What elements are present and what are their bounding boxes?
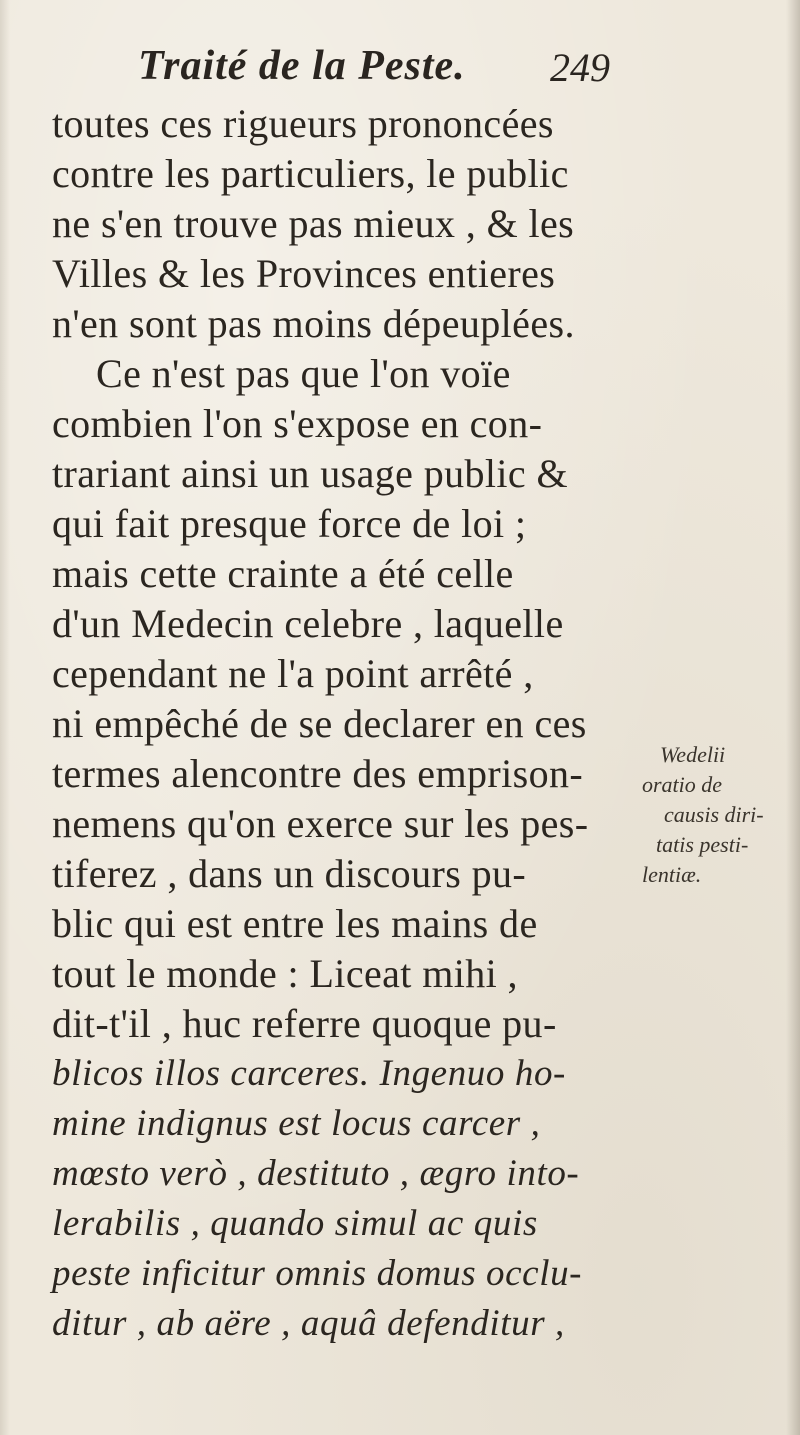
text-line: dit-t'il , huc referre quoque pu- [52,1001,557,1046]
margin-note-line: lentiæ. [642,862,702,887]
text-line: tiferez , dans un discours pu- [52,851,527,896]
page-number: 249 [550,45,610,90]
text-line: toutes ces rigueurs prononcées [52,101,554,146]
text-line: mais cette crainte a été celle [52,551,514,596]
latin-quote-line: blicos illos carceres. Ingenuo ho- [52,1053,566,1094]
running-title: Traité de la Peste. [138,43,466,89]
latin-quote-line: mœsto verò , destituto , ægro into- [52,1153,580,1194]
text-line: termes alencontre des emprison- [52,751,584,796]
page-header [138,42,628,102]
text-line: Ce n'est pas que l'on voïe [96,351,511,396]
text-line: tout le monde : Liceat mihi , [52,951,518,996]
latin-quote-line: peste inficitur omnis domus occlu- [52,1253,583,1294]
text-line: ne s'en trouve pas mieux , & les [52,201,575,246]
text-line: n'en sont pas moins dépeuplées. [52,301,575,346]
text-line: trariant ainsi un usage public & [52,451,569,496]
page-spine-shadow [0,0,10,1435]
text-line: ni empêché de se declarer en ces [52,701,587,746]
text-line: d'un Medecin celebre , laquelle [52,601,564,646]
text-line: Villes & les Provinces entieres [52,251,556,296]
text-line: blic qui est entre les mains de [52,901,538,946]
text-line: cependant ne l'a point arrêté , [52,651,534,696]
text-line: nemens qu'on exerce sur les pes- [52,801,589,846]
text-line: qui fait presque force de loi ; [52,501,527,546]
margin-note-line: Wedelii [660,742,726,767]
margin-note-line: causis diri- [664,802,764,827]
text-line: contre les particuliers, le public [52,151,569,196]
latin-quote-line: mine indignus est locus carcer , [52,1103,541,1144]
latin-quote-line: lerabilis , quando simul ac quis [52,1203,538,1244]
margin-note-line: oratio de [642,772,723,797]
latin-quote-line: ditur , ab aëre , aquâ defenditur , [52,1303,565,1344]
margin-note-line: tatis pesti- [656,832,749,857]
text-line: combien l'on s'expose en con- [52,401,543,446]
page-edge-shadow [786,0,800,1435]
